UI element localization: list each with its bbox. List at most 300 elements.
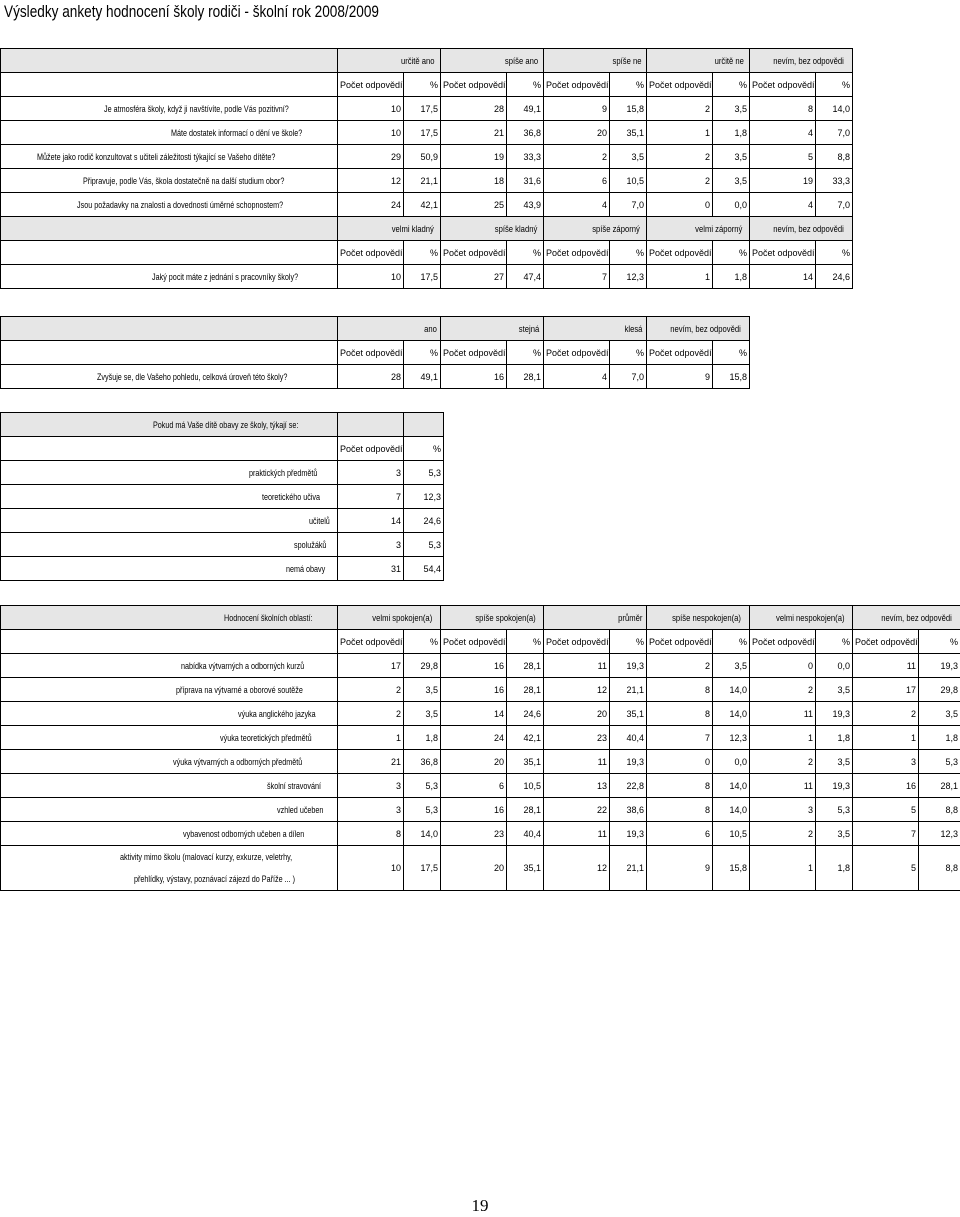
count-value: 20 [544,702,610,726]
column-header-text: určitě ne [715,55,745,66]
count-value: 11 [750,702,816,726]
count-value: 3 [338,774,404,798]
percent-value: 3,5 [919,702,960,726]
column-header-text: nevím, bez odpovědi [670,323,741,334]
count-value: 1 [750,726,816,750]
table-school-areas [0,605,960,891]
count-value: 10 [338,846,404,891]
header-blank [338,413,404,437]
percent-header: % [610,241,647,265]
count-value: 18 [441,169,507,193]
subheader-row [1,341,750,365]
count-header: Počet odpovědí [647,73,713,97]
percent-header: % [816,73,853,97]
column-header-text: spíše spokojen(a) [475,612,536,623]
column-header-text: nevím, bez odpovědi [773,55,844,66]
page-title: Výsledky ankety hodnocení školy rodiči - školní rok 2008/2009 [4,2,379,21]
column-header-text: spíše ne [612,55,642,66]
percent-value: 14,0 [816,97,853,121]
question-label [1,750,338,774]
percent-value: 54,4 [404,557,444,581]
percent-value: 7,0 [816,193,853,217]
count-value: 0 [647,193,713,217]
count-value: 1 [338,726,404,750]
percent-value: 14,0 [404,822,441,846]
count-value: 14 [441,702,507,726]
header-corner [1,49,338,73]
count-value: 2 [647,169,713,193]
question-label-text: spolužáků [294,539,327,550]
column-header [441,606,544,630]
count-value: 28 [338,365,404,389]
count-value: 7 [544,265,610,289]
area-row [1,726,960,750]
question-label [1,822,338,846]
column-header [647,317,750,341]
percent-value: 24,6 [816,265,853,289]
count-header: Počet odpovědí [441,630,507,654]
percent-value: 35,1 [610,121,647,145]
column-header [750,49,853,73]
column-header-text: nevím, bez odpovědi [881,612,952,623]
count-value: 11 [544,822,610,846]
percent-header: % [404,341,441,365]
column-header [544,606,647,630]
percent-value: 19,3 [610,750,647,774]
count-header: Počet odpovědí [544,241,610,265]
count-value: 29 [338,145,404,169]
column-header-text: velmi záporný [695,223,743,234]
percent-value: 49,1 [507,97,544,121]
count-header: Počet odpovědí [647,630,713,654]
header-corner [1,317,338,341]
subheader-corner [1,241,338,265]
count-value: 0 [647,750,713,774]
count-value: 9 [647,846,713,891]
question-label-text: Můžete jako rodič konzultovat s učiteli záležitosti týkající se Vašeho dítěte? [37,151,276,162]
count-value: 19 [750,169,816,193]
count-value: 4 [544,193,610,217]
subheader-row [1,241,853,265]
percent-value: 5,3 [404,774,441,798]
area-row [1,846,960,891]
subheader-corner [1,341,338,365]
percent-value: 3,5 [713,169,750,193]
question-row [1,145,853,169]
count-value: 1 [750,846,816,891]
area-row [1,750,960,774]
percent-value: 8,8 [919,846,960,891]
column-header [338,49,441,73]
question-label-text: Připravuje, podle Vás, škola dostatečně na další studium obor? [83,175,285,186]
count-value: 3 [750,798,816,822]
percent-header: % [610,341,647,365]
column-header [647,606,750,630]
percent-value: 28,1 [507,654,544,678]
worry-row [1,485,444,509]
count-value: 20 [441,846,507,891]
question-label-text: vybavenost odborných učeben a dílen [183,828,305,839]
question-label [1,774,338,798]
column-header-text: spíše kladný [494,223,538,234]
count-header: Počet odpovědí [441,73,507,97]
subheader-row [1,437,444,461]
page-number: 19 [471,1196,489,1215]
count-value: 10 [338,121,404,145]
question-row [1,97,853,121]
count-value: 16 [853,774,919,798]
count-value: 23 [544,726,610,750]
column-header-text: nevím, bez odpovědi [773,223,844,234]
count-header: Počet odpovědí [544,73,610,97]
area-row [1,822,960,846]
percent-value: 1,8 [919,726,960,750]
count-value: 14 [750,265,816,289]
percent-value: 19,3 [919,654,960,678]
percent-value: 1,8 [816,726,853,750]
percent-header: % [713,241,750,265]
percent-value: 17,5 [404,265,441,289]
count-value: 7 [647,726,713,750]
count-value: 20 [544,121,610,145]
percent-value: 35,1 [610,702,647,726]
count-value: 12 [338,169,404,193]
count-value: 28 [441,97,507,121]
percent-value: 3,5 [713,97,750,121]
count-value: 6 [647,822,713,846]
percent-value: 1,8 [713,265,750,289]
percent-value: 1,8 [404,726,441,750]
percent-value: 33,3 [507,145,544,169]
question-label-text: učitelů [308,515,330,526]
percent-value: 10,5 [507,774,544,798]
count-value: 2 [338,678,404,702]
percent-value: 1,8 [713,121,750,145]
percent-value: 42,1 [507,726,544,750]
question-label-text: teoretického učiva [262,491,321,502]
count-value: 21 [441,121,507,145]
table-parents-survey [0,48,853,289]
percent-header: % [404,73,441,97]
percent-value: 3,5 [713,654,750,678]
subheader-row [1,630,960,654]
percent-value: 3,5 [713,145,750,169]
question-label [1,169,338,193]
percent-value: 5,3 [404,798,441,822]
count-value: 11 [544,750,610,774]
count-value: 8 [647,774,713,798]
percent-value: 28,1 [507,365,544,389]
count-value: 23 [441,822,507,846]
percent-value: 40,4 [507,822,544,846]
count-value: 4 [750,121,816,145]
question-label [1,365,338,389]
column-header [647,217,750,241]
count-value: 16 [441,654,507,678]
percent-value: 14,0 [713,678,750,702]
percent-value: 15,8 [713,365,750,389]
question-label [1,798,338,822]
count-value: 2 [647,97,713,121]
header-row [1,217,853,241]
percent-value: 31,6 [507,169,544,193]
question-label [1,654,338,678]
column-header-text: velmi spokojen(a) [372,612,433,623]
question-label-text: praktických předmětů [249,467,318,478]
percent-value: 21,1 [610,678,647,702]
count-value: 22 [544,798,610,822]
percent-value: 19,3 [610,822,647,846]
percent-header: % [816,630,853,654]
question-label-text: nabídka výtvarných a odborných kurzů [180,660,305,671]
percent-value: 21,1 [404,169,441,193]
area-row [1,774,960,798]
count-header: Počet odpovědí [338,341,404,365]
column-header-text: spíše záporný [592,223,640,234]
question-label [1,533,338,557]
table-child-worries [0,412,444,581]
percent-value: 24,6 [507,702,544,726]
percent-value: 21,1 [610,846,647,891]
column-header-text: velmi nespokojen(a) [775,612,845,623]
percent-value: 19,3 [816,774,853,798]
header-corner [1,217,338,241]
count-value: 2 [544,145,610,169]
percent-value: 7,0 [610,193,647,217]
count-value: 5 [853,798,919,822]
count-header: Počet odpovědí [647,341,713,365]
count-value: 3 [853,750,919,774]
column-header-text: průměr [617,612,642,623]
percent-value: 15,8 [713,846,750,891]
question-row [1,169,853,193]
column-header [338,317,441,341]
count-value: 6 [544,169,610,193]
percent-value: 42,1 [404,193,441,217]
section-header [1,413,338,437]
percent-value: 3,5 [816,678,853,702]
count-value: 3 [338,798,404,822]
percent-value: 15,8 [610,97,647,121]
percent-value: 47,4 [507,265,544,289]
count-value: 9 [647,365,713,389]
percent-header: % [507,341,544,365]
count-value: 16 [441,678,507,702]
column-header [544,217,647,241]
question-label-text: školní stravování [267,780,322,791]
percent-header: % [404,437,444,461]
question-label-text: Máte dostatek informací o dění ve škole? [170,127,303,138]
column-header [441,49,544,73]
count-value: 10 [338,265,404,289]
subheader-corner [1,630,338,654]
percent-value: 14,0 [713,774,750,798]
question-label-text: vzhled učeben [276,804,324,815]
column-header [338,217,441,241]
question-label [1,145,338,169]
percent-value: 0,0 [816,654,853,678]
count-value: 2 [750,750,816,774]
count-value: 16 [441,365,507,389]
percent-value: 3,5 [404,702,441,726]
count-value: 10 [338,97,404,121]
question-label [1,509,338,533]
percent-value: 17,5 [404,121,441,145]
header-row [1,49,853,73]
question-row [1,365,750,389]
count-header: Počet odpovědí [441,241,507,265]
column-header [647,49,750,73]
count-value: 16 [441,798,507,822]
percent-value: 7,0 [610,365,647,389]
count-header: Počet odpovědí [544,630,610,654]
percent-value: 12,3 [713,726,750,750]
count-header: Počet odpovědí [338,630,404,654]
question-label [1,726,338,750]
count-header: Počet odpovědí [544,341,610,365]
count-value: 2 [647,145,713,169]
percent-value: 22,8 [610,774,647,798]
count-value: 2 [647,654,713,678]
area-row [1,702,960,726]
percent-value: 5,3 [404,461,444,485]
area-row [1,678,960,702]
count-value: 3 [338,461,404,485]
subheader-corner [1,437,338,461]
section-header-text: Pokud má Vaše dítě obavy ze školy, týkají se: [153,419,299,430]
question-label [1,678,338,702]
percent-value: 5,3 [919,750,960,774]
question-label-text: Jsou požadavky na znalosti a dovednosti úměrné schopnostem? [77,199,284,210]
question-label-text: výuka teoretických předmětů [220,732,313,743]
count-value: 1 [853,726,919,750]
count-value: 2 [750,678,816,702]
column-header-text: velmi kladný [392,223,435,234]
percent-value: 14,0 [713,702,750,726]
count-value: 8 [647,678,713,702]
percent-value: 3,5 [610,145,647,169]
column-header [544,49,647,73]
count-value: 9 [544,97,610,121]
count-header: Počet odpovědí [647,241,713,265]
table-school-level [0,316,750,389]
header-row [1,606,960,630]
count-header: Počet odpovědí [338,241,404,265]
percent-value: 5,3 [404,533,444,557]
count-value: 19 [441,145,507,169]
question-row [1,265,853,289]
count-value: 20 [441,750,507,774]
header-row [1,317,750,341]
count-header: Počet odpovědí [338,437,404,461]
percent-value: 8,8 [919,798,960,822]
count-value: 17 [338,654,404,678]
percent-value: 29,8 [404,654,441,678]
question-label [1,121,338,145]
question-label-text: výuka anglického jazyka [237,708,316,719]
percent-value: 49,1 [404,365,441,389]
count-value: 21 [338,750,404,774]
section-header-text: Hodnocení školních oblastí: [224,612,313,623]
percent-value: 35,1 [507,750,544,774]
count-value: 4 [750,193,816,217]
column-header-text: spíše ano [504,55,539,66]
question-label [1,846,338,891]
count-value: 13 [544,774,610,798]
count-value: 12 [544,678,610,702]
worry-row [1,533,444,557]
count-value: 17 [853,678,919,702]
percent-value: 36,8 [507,121,544,145]
percent-header: % [404,241,441,265]
question-line-1: aktivity mimo školu (malovací kurzy, exkurze, veletrhy, [119,852,292,862]
percent-header: % [713,73,750,97]
percent-value: 5,3 [816,798,853,822]
count-header: Počet odpovědí [338,73,404,97]
percent-value: 43,9 [507,193,544,217]
percent-header: % [507,73,544,97]
count-value: 7 [338,485,404,509]
column-header-text: ano [424,323,437,334]
percent-value: 19,3 [816,702,853,726]
column-header [853,606,960,630]
question-label [1,557,338,581]
percent-header: % [507,630,544,654]
count-value: 5 [750,145,816,169]
question-label [1,97,338,121]
percent-value: 24,6 [404,509,444,533]
percent-value: 12,3 [610,265,647,289]
question-label-text: Zvyšuje se, dle Vašeho pohledu, celková úroveň této školy? [97,371,288,382]
percent-value: 19,3 [610,654,647,678]
percent-value: 14,0 [713,798,750,822]
percent-value: 8,8 [816,145,853,169]
count-value: 25 [441,193,507,217]
count-value: 2 [853,702,919,726]
column-header-text: klesá [624,323,643,334]
count-value: 31 [338,557,404,581]
percent-header: % [816,241,853,265]
worry-row [1,509,444,533]
question-label-text: výuka výtvarných a odborných předmětů [173,756,303,767]
percent-value: 35,1 [507,846,544,891]
count-header: Počet odpovědí [853,630,919,654]
question-row [1,193,853,217]
count-value: 2 [750,822,816,846]
percent-header: % [404,630,441,654]
area-row [1,798,960,822]
percent-value: 12,3 [919,822,960,846]
column-header [441,317,544,341]
column-header [544,317,647,341]
count-value: 24 [441,726,507,750]
percent-value: 28,1 [919,774,960,798]
percent-value: 0,0 [713,193,750,217]
percent-value: 33,3 [816,169,853,193]
subheader-corner [1,73,338,97]
percent-header: % [919,630,960,654]
count-header: Počet odpovědí [750,73,816,97]
column-header [750,217,853,241]
percent-value: 36,8 [404,750,441,774]
question-line-2: přehlídky, výstavy, poznávací zájezd do Paříže ... ) [133,874,295,884]
count-value: 27 [441,265,507,289]
question-label-text: Je atmosféra školy, když ji navštívíte, podle Vás pozitivní? [104,103,289,114]
count-value: 11 [853,654,919,678]
count-value: 8 [750,97,816,121]
question-label [1,265,338,289]
count-value: 4 [544,365,610,389]
